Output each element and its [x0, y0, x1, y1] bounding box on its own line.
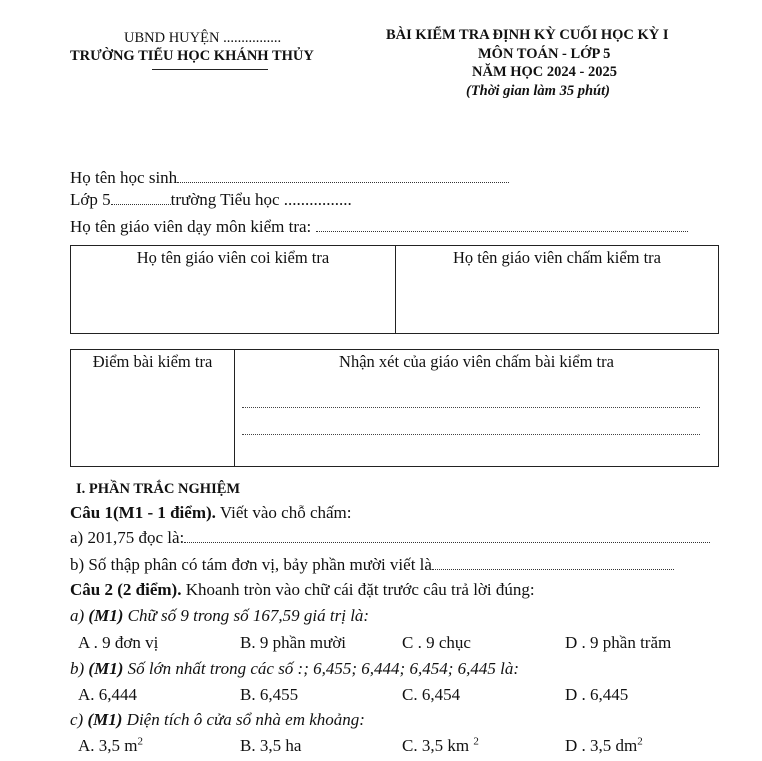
question-1a-text: a) 201,75 đọc là:: [70, 528, 185, 547]
class-field[interactable]: [111, 203, 171, 205]
exam-title: BÀI KIỂM TRA ĐỊNH KỲ CUỐI HỌC KỲ I: [386, 27, 669, 43]
score-table: [70, 349, 719, 467]
grader-header: Họ tên giáo viên chấm kiểm tra: [452, 248, 661, 267]
comment-line-1[interactable]: [242, 407, 700, 408]
exam-year: NĂM HỌC 2024 - 2025: [472, 64, 617, 80]
proctor-cell[interactable]: [71, 246, 396, 334]
school-name: TRƯỜNG TIỂU HỌC KHÁNH THỦY: [70, 48, 314, 64]
proctor-header: Họ tên giáo viên coi kiểm tra: [136, 248, 330, 267]
grader-cell[interactable]: [396, 246, 719, 334]
student-name-field[interactable]: [177, 181, 509, 183]
comment-line-2[interactable]: [242, 434, 700, 435]
comment-cell[interactable]: [235, 350, 719, 467]
question-1-head: Câu 1(M1 - 1 điểm).: [70, 503, 216, 522]
option-2c-b[interactable]: B. 3,5 ha: [240, 736, 302, 755]
option-2c-c[interactable]: C. 3,5 km $^2$: [402, 735, 479, 755]
option-2c-d[interactable]: D . 3,5 $dm^2$: [565, 735, 643, 755]
district-label: UBND HUYỆN ................: [124, 30, 282, 46]
teacher-label: Họ tên giáo viên dạy môn kiểm tra:: [70, 217, 312, 236]
school-label: trường Tiểu học: [170, 190, 280, 209]
question-2a: a) (M1) Chữ số 9 trong số 167,59 giá trị là:: [70, 606, 370, 625]
question-2-text: Khoanh tròn vào chữ cái đặt trước câu trả lời đúng:: [181, 580, 535, 599]
class-label: Lớp 5: [70, 190, 111, 209]
question-1a-answer[interactable]: [184, 541, 710, 543]
question-1b-answer[interactable]: [432, 568, 674, 570]
proctor-table: [70, 245, 719, 334]
question-2-head: Câu 2 (2 điểm).: [70, 580, 182, 599]
option-2a-c[interactable]: C . 9 chục: [402, 633, 471, 652]
option-2a-d[interactable]: D . 9 phần trăm: [565, 633, 672, 652]
question-1b-text: b) Số thập phân có tám đơn vị, bảy phần mười viết là: [70, 555, 432, 574]
teacher-row: [70, 217, 688, 237]
question-1b: [70, 555, 674, 575]
section-title: I. PHẦN TRẮC NGHIỆM: [76, 481, 241, 497]
option-2b-d[interactable]: D . 6,445: [565, 685, 629, 704]
exam-duration: (Thời gian làm 35 phút): [466, 83, 610, 99]
school-field-dots[interactable]: ................: [283, 190, 352, 209]
score-header: Điểm bài kiểm tra: [92, 352, 213, 371]
option-2a-b[interactable]: B. 9 phần mười: [240, 633, 347, 652]
score-cell[interactable]: [71, 350, 235, 467]
option-2c-a[interactable]: A. 3,5 $m^2$: [78, 735, 143, 755]
teacher-field[interactable]: [316, 230, 688, 232]
question-1a: [70, 528, 710, 548]
student-name-label: Họ tên học sinh: [70, 168, 178, 187]
question-2c: c) (M1) Diện tích ô cửa sổ nhà em khoảng:: [70, 710, 365, 729]
question-1: [70, 503, 351, 523]
option-2b-b[interactable]: B. 6,455: [240, 685, 299, 704]
option-2b-c[interactable]: C. 6,454: [402, 685, 461, 704]
school-name-underline: [152, 69, 268, 70]
class-row: [70, 190, 352, 210]
option-2a-a[interactable]: A . 9 đơn vị: [78, 633, 159, 652]
question-2: [70, 580, 535, 600]
option-2b-a[interactable]: A. 6,444: [78, 685, 138, 704]
exam-subject: MÔN TOÁN - LỚP 5: [478, 46, 611, 62]
student-name-row: [70, 168, 509, 188]
question-2b: b) (M1) Số lớn nhất trong các số :; 6,455; 6,444; 6,454; 6,445 là:: [70, 659, 519, 678]
question-1-text: Viết vào chỗ chấm:: [215, 503, 352, 522]
comment-header: Nhận xét của giáo viên chấm bài kiểm tra: [339, 352, 614, 371]
